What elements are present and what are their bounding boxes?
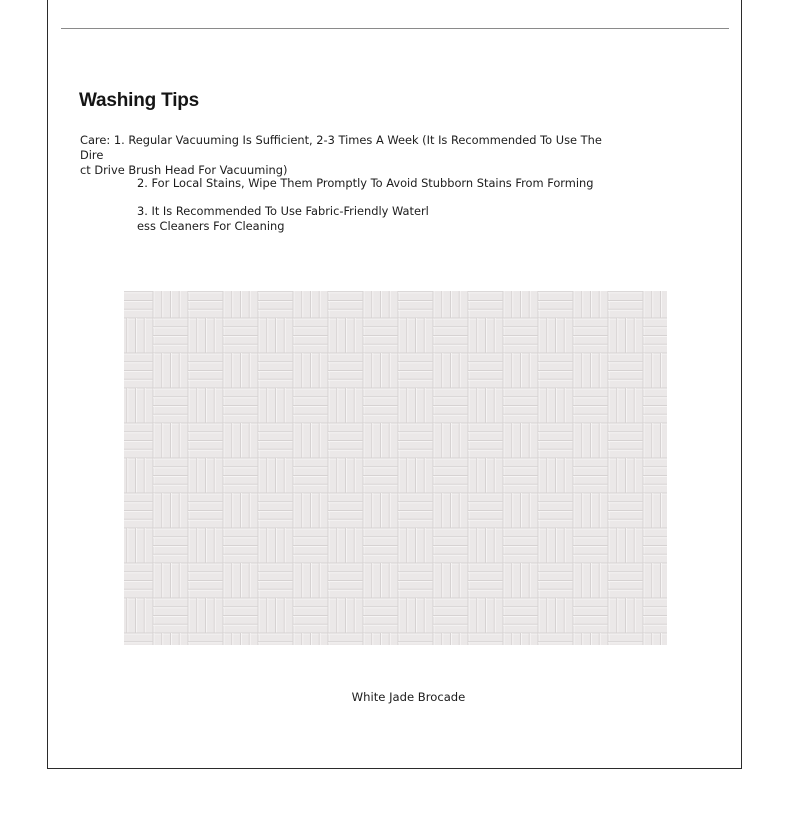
basketweave-pattern <box>124 291 667 645</box>
care-tip-1: Care: 1. Regular Vacuuming Is Sufficient, 2-3 Times A Week (It Is Recommended To Use The Dire ct Drive Brush Head For Vacuuming) <box>80 133 602 177</box>
section-title: Washing Tips <box>79 90 200 111</box>
care-tip-2: 2. For Local Stains, Wipe Them Promptly To Avoid Stubborn Stains From Forming <box>137 176 594 190</box>
top-divider <box>61 28 729 29</box>
fabric-caption: White Jade Brocade <box>351 690 466 704</box>
fabric-swatch-image <box>124 291 667 645</box>
care-tip-3: 3. It Is Recommended To Use Fabric-Friendly Waterl ess Cleaners For Cleaning <box>137 204 429 233</box>
